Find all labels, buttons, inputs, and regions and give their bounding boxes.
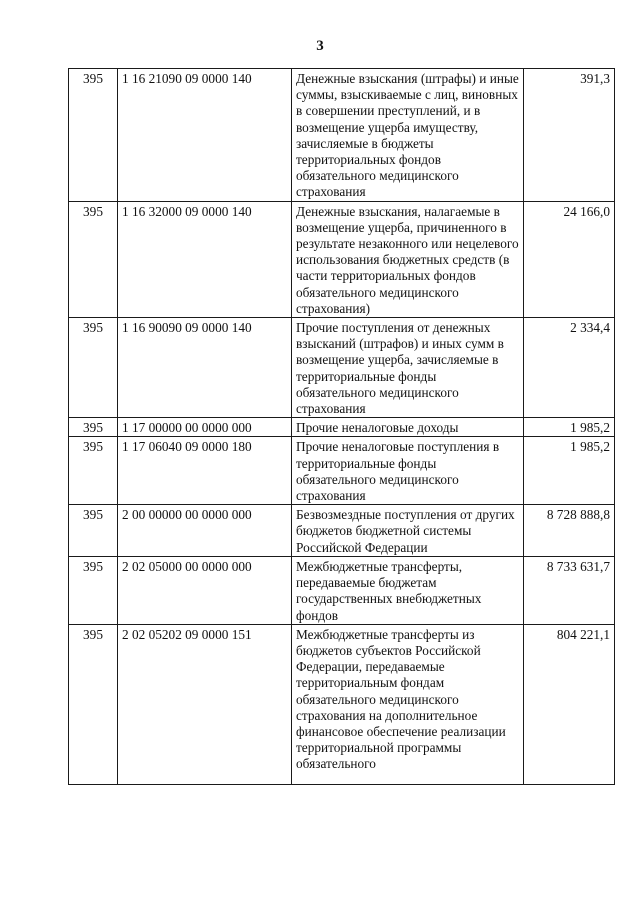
- table-row: [69, 69, 615, 202]
- amount-cell: 8 728 888,8: [524, 505, 615, 557]
- revenue-name-cell: Межбюджетные трансферты, передаваемые бюджетам государственных внебюджетных фондов: [292, 556, 524, 624]
- budget-code-cell: 1 16 90090 09 0000 140: [118, 318, 292, 418]
- admin-code-cell: 395: [69, 437, 118, 505]
- revenue-name-cell: Денежные взыскания (штрафы) и иные суммы, взыскиваемые с лиц, виновных в совершении преступлений, и в возмещение ущерба имуществу, зачисляемые в бюджеты территориальных фондов обязательного медицинского страхования: [292, 69, 524, 202]
- table-row: [69, 201, 615, 317]
- table-row: [69, 505, 615, 557]
- revenue-name-cell: [292, 624, 524, 784]
- amount-cell: 1 985,2: [524, 418, 615, 437]
- revenue-name-cell: Прочие поступления от денежных взысканий (штрафов) и иных сумм в возмещение ущерба, зачисляемые в территориальные фонды обязательного медицинского страхования: [292, 318, 524, 418]
- admin-code-cell: 395: [69, 418, 118, 437]
- budget-code-cell: 1 17 00000 00 0000 000: [118, 418, 292, 437]
- table-row: [69, 624, 615, 784]
- revenue-name-cell: Прочие неналоговые поступления в территориальные фонды обязательного медицинского страхования: [292, 437, 524, 505]
- revenue-name-cell: Прочие неналоговые доходы: [292, 418, 524, 437]
- admin-code-cell: 395: [69, 69, 118, 202]
- amount-cell: 1 985,2: [524, 437, 615, 505]
- budget-code-cell: 2 02 05202 09 0000 151: [118, 624, 292, 784]
- page-number: 3: [316, 38, 324, 54]
- amount-cell: 2 334,4: [524, 318, 615, 418]
- revenue-name-cell: Безвозмездные поступления от других бюджетов бюджетной системы Российской Федерации: [292, 505, 524, 557]
- table-row: [69, 556, 615, 624]
- admin-code-cell: 395: [69, 556, 118, 624]
- budget-code-cell: 1 16 32000 09 0000 140: [118, 201, 292, 317]
- admin-code-cell: 395: [69, 201, 118, 317]
- admin-code-cell: 395: [69, 505, 118, 557]
- amount-cell: 8 733 631,7: [524, 556, 615, 624]
- table-row: [69, 318, 615, 418]
- budget-revenue-table: [68, 68, 615, 785]
- revenue-name-text: Межбюджетные трансферты из бюджетов субъектов Российской Федерации, передаваемые территориальным фондам обязательного медицинского страхования на дополнительное финансовое обеспечение реализации территориальной программы обязательного: [296, 626, 506, 772]
- admin-code-cell: 395: [69, 624, 118, 784]
- amount-cell: 391,3: [524, 69, 615, 202]
- budget-code-cell: 1 17 06040 09 0000 180: [118, 437, 292, 505]
- revenue-name-cell: Денежные взыскания, налагаемые в возмещение ущерба, причиненного в результате незаконного или нецелевого использования бюджетных средств (в части территориальных фондов обязательного медицинского страхования): [292, 201, 524, 317]
- admin-code-cell: 395: [69, 318, 118, 418]
- table-row: [69, 418, 615, 437]
- amount-cell: 24 166,0: [524, 201, 615, 317]
- budget-code-cell: 1 16 21090 09 0000 140: [118, 69, 292, 202]
- budget-code-cell: 2 02 05000 00 0000 000: [118, 556, 292, 624]
- amount-cell: 804 221,1: [524, 624, 615, 784]
- table-row: [69, 437, 615, 505]
- budget-code-cell: 2 00 00000 00 0000 000: [118, 505, 292, 557]
